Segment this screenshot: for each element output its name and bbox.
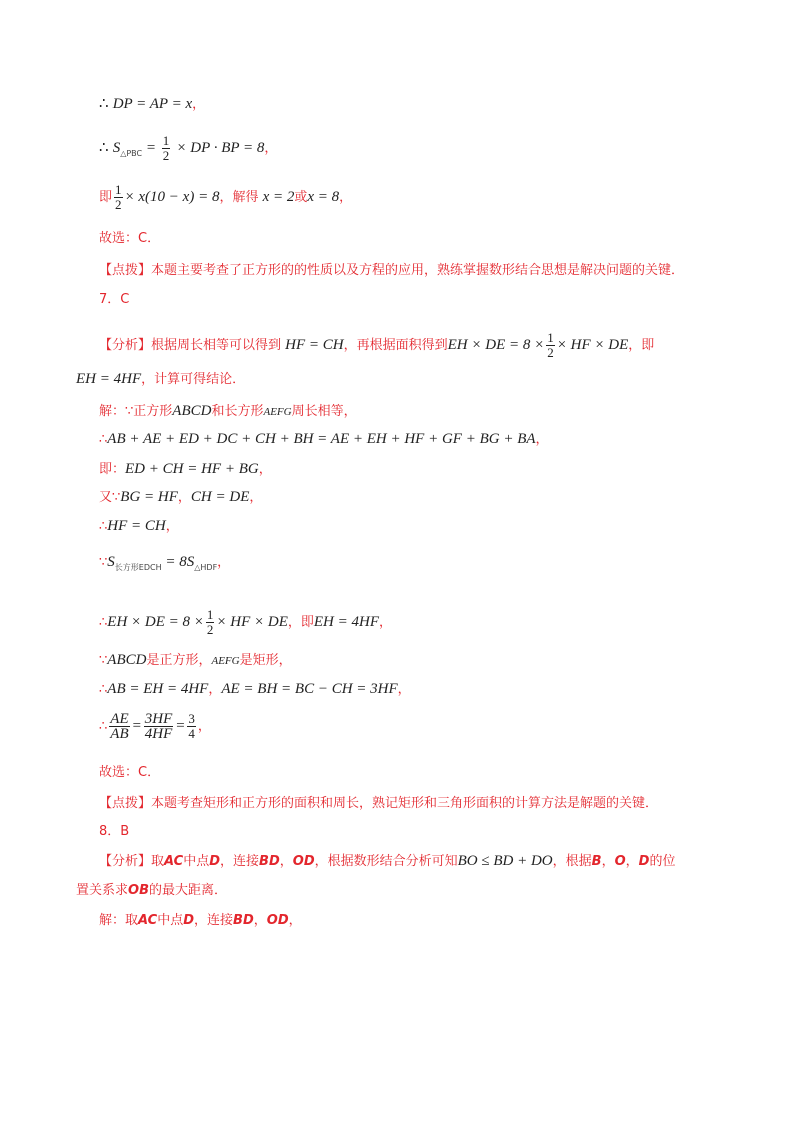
therefore-symbol: ∴ bbox=[99, 682, 108, 697]
solution-line-2 bbox=[99, 134, 277, 163]
fraction bbox=[109, 712, 129, 741]
math-var: BD bbox=[233, 913, 254, 928]
math-expr: BO ≤ BD + DO bbox=[457, 853, 553, 869]
math-expr: x = 8 bbox=[307, 189, 340, 205]
solution-line-4: 故选：C． bbox=[99, 231, 161, 246]
area-subscript: △PBC bbox=[120, 149, 143, 158]
math-expr: CH = DE bbox=[190, 489, 250, 505]
therefore-symbol: ∴ bbox=[99, 719, 108, 734]
math-var: D bbox=[638, 854, 650, 869]
math-var: BD bbox=[259, 854, 280, 869]
text: 【分析】根据周长相等可以得到 bbox=[99, 338, 282, 353]
solution-line-9 bbox=[99, 402, 357, 421]
punct: ， bbox=[249, 490, 263, 505]
punct: ， bbox=[197, 719, 211, 734]
analysis-line-22 bbox=[99, 852, 675, 871]
text: 周长相等， bbox=[291, 404, 357, 419]
denominator: 2 bbox=[115, 197, 122, 212]
math-var: AC bbox=[138, 913, 158, 928]
math-expr: × x(10 − x) = 8 bbox=[124, 189, 220, 205]
solution-line-15 bbox=[99, 608, 392, 637]
equals: = bbox=[131, 718, 142, 734]
denominator: 2 bbox=[162, 148, 170, 163]
math-expr: × DP · BP = 8 bbox=[176, 140, 265, 156]
remark-line-1: 【点拨】本题主要考查了正方形的的性质以及方程的应用，熟练掌握数形结合思想是解决问题的关键． bbox=[99, 263, 685, 278]
therefore-symbol: ∴ bbox=[99, 96, 109, 112]
text: ，根据数形结合分析可知 bbox=[314, 854, 458, 869]
math-expr: EH = 4HF bbox=[313, 614, 380, 630]
math-expr: AB + AE + ED + DC + CH + BH = AE + EH + HF + GF + BG + BA bbox=[107, 431, 536, 447]
punct: ， bbox=[165, 519, 179, 534]
text: 即 bbox=[99, 190, 113, 205]
fraction bbox=[162, 134, 171, 163]
because-symbol: ∵ bbox=[99, 653, 108, 668]
punct: ， bbox=[535, 432, 549, 447]
math-expr: AB = EH = 4HF bbox=[107, 681, 209, 697]
equals: = bbox=[175, 718, 186, 734]
numerator: 1 bbox=[206, 607, 214, 622]
math-expr: AEFG bbox=[263, 406, 292, 418]
math-expr: × HF × DE bbox=[216, 614, 288, 630]
text: ， bbox=[253, 913, 267, 928]
math-expr: ABCD bbox=[107, 652, 147, 668]
solution-line-3 bbox=[99, 183, 352, 212]
text: 【分析】取 bbox=[99, 854, 165, 869]
numerator: 1 bbox=[547, 330, 554, 345]
math-var: B bbox=[591, 854, 602, 869]
punct: ， bbox=[177, 490, 191, 505]
denominator: AB bbox=[110, 726, 129, 742]
because-symbol: ∵ bbox=[99, 555, 108, 570]
solution-line-17 bbox=[99, 680, 411, 699]
math-expr: HF = CH bbox=[107, 518, 166, 534]
punct: ， bbox=[217, 555, 231, 570]
math-var: AC bbox=[164, 854, 184, 869]
math-expr: ED + CH = HF + BG bbox=[125, 461, 259, 477]
therefore-symbol: ∴ bbox=[99, 615, 108, 630]
solution-line-18 bbox=[99, 712, 211, 741]
math-var: O bbox=[614, 854, 626, 869]
denominator: 2 bbox=[547, 345, 554, 360]
numerator: 3HF bbox=[144, 711, 173, 727]
text: 即： bbox=[99, 462, 126, 477]
solution-line-11 bbox=[99, 460, 272, 479]
fraction bbox=[187, 712, 196, 741]
math-expr: DP = AP = x bbox=[112, 96, 193, 112]
punct: ， bbox=[192, 97, 206, 112]
math-expr: EH = 4HF bbox=[76, 371, 142, 387]
math-expr: AEFG bbox=[211, 655, 240, 667]
math-var: OB bbox=[128, 883, 149, 898]
solution-line-1 bbox=[99, 95, 205, 114]
math-expr: = 8S bbox=[161, 554, 195, 570]
solution-line-10 bbox=[99, 430, 549, 449]
therefore-symbol: ∴ bbox=[99, 432, 108, 447]
area-subscript: △HDF bbox=[194, 563, 218, 572]
text: ， bbox=[288, 913, 302, 928]
text: 中点 bbox=[157, 913, 184, 928]
numerator: 1 bbox=[162, 133, 170, 148]
math-expr: AE = BH = BC − CH = 3HF bbox=[221, 681, 398, 697]
math-var: OD bbox=[292, 854, 315, 869]
fraction bbox=[546, 331, 555, 360]
text: 置关系求 bbox=[76, 883, 129, 898]
area-symbol: S bbox=[107, 554, 115, 570]
therefore-symbol: ∴ bbox=[99, 519, 108, 534]
denominator: 4 bbox=[188, 726, 195, 741]
remark-line-2: 【点拨】本题考查矩形和正方形的面积和周长，熟记矩形和三角形面积的计算方法是解题的关键． bbox=[99, 796, 659, 811]
math-expr: EH × DE = 8 × bbox=[447, 337, 545, 353]
area-subscript: 长方形EDCH bbox=[114, 563, 162, 572]
text: ， bbox=[601, 854, 615, 869]
punct: ， bbox=[397, 682, 411, 697]
text: 解：∵正方形 bbox=[99, 404, 173, 419]
punct: ， bbox=[208, 682, 222, 697]
text: ， bbox=[625, 854, 639, 869]
fraction bbox=[206, 608, 215, 637]
punct: ， bbox=[379, 615, 393, 630]
denominator: 4HF bbox=[144, 726, 173, 742]
text: ，连接 bbox=[220, 854, 260, 869]
text: ，即 bbox=[628, 338, 655, 353]
area-symbol: S bbox=[112, 140, 121, 156]
therefore-symbol: ∴ bbox=[99, 140, 109, 156]
punct: ， bbox=[339, 190, 353, 205]
math-expr: × HF × DE bbox=[556, 337, 629, 353]
math-expr: EH × DE = 8 × bbox=[107, 614, 204, 630]
math-expr: HF = CH bbox=[285, 337, 344, 353]
punct: ， bbox=[264, 141, 278, 156]
analysis-line-23 bbox=[76, 882, 227, 900]
numerator: 3 bbox=[188, 711, 195, 726]
text: 的最大距离． bbox=[148, 883, 227, 898]
text: ，解得 bbox=[219, 190, 259, 205]
text: ，根据 bbox=[552, 854, 592, 869]
text: 是矩形， bbox=[239, 653, 292, 668]
solution-line-19: 故选：C． bbox=[99, 765, 161, 780]
text: 中点 bbox=[183, 854, 210, 869]
text: 的位 bbox=[649, 854, 676, 869]
math-expr: ABCD bbox=[172, 403, 212, 419]
denominator: 2 bbox=[206, 622, 214, 637]
text: 和长方形 bbox=[211, 404, 264, 419]
numerator: 1 bbox=[115, 182, 122, 197]
text: ，再根据面积得到 bbox=[343, 338, 448, 353]
math-var: D bbox=[209, 854, 221, 869]
math-expr: x = 2 bbox=[262, 189, 295, 205]
solution-line-16 bbox=[99, 651, 292, 670]
text: 又∵ bbox=[99, 490, 121, 505]
text: ，计算可得结论． bbox=[141, 372, 246, 387]
solution-line-12 bbox=[99, 488, 262, 507]
solution-line-13 bbox=[99, 517, 179, 536]
math-var: OD bbox=[266, 913, 289, 928]
analysis-line-7 bbox=[99, 331, 654, 360]
fraction bbox=[114, 183, 123, 212]
question-8-answer: 8．B bbox=[99, 824, 130, 839]
solution-line-14 bbox=[99, 553, 230, 577]
numerator: AE bbox=[110, 711, 129, 727]
math-expr: BG = HF bbox=[120, 489, 178, 505]
text: 或 bbox=[294, 190, 308, 205]
math-var: D bbox=[183, 913, 195, 928]
text: ，即 bbox=[287, 615, 314, 630]
text: 解：取 bbox=[99, 913, 139, 928]
text: 是正方形， bbox=[146, 653, 212, 668]
solution-line-24 bbox=[99, 912, 302, 930]
text: ， bbox=[279, 854, 293, 869]
question-7-answer: 7．C bbox=[99, 292, 130, 307]
punct: ， bbox=[258, 462, 272, 477]
text: ，连接 bbox=[194, 913, 234, 928]
equals: = bbox=[142, 140, 160, 156]
fraction bbox=[144, 712, 174, 741]
analysis-line-8 bbox=[76, 370, 245, 389]
